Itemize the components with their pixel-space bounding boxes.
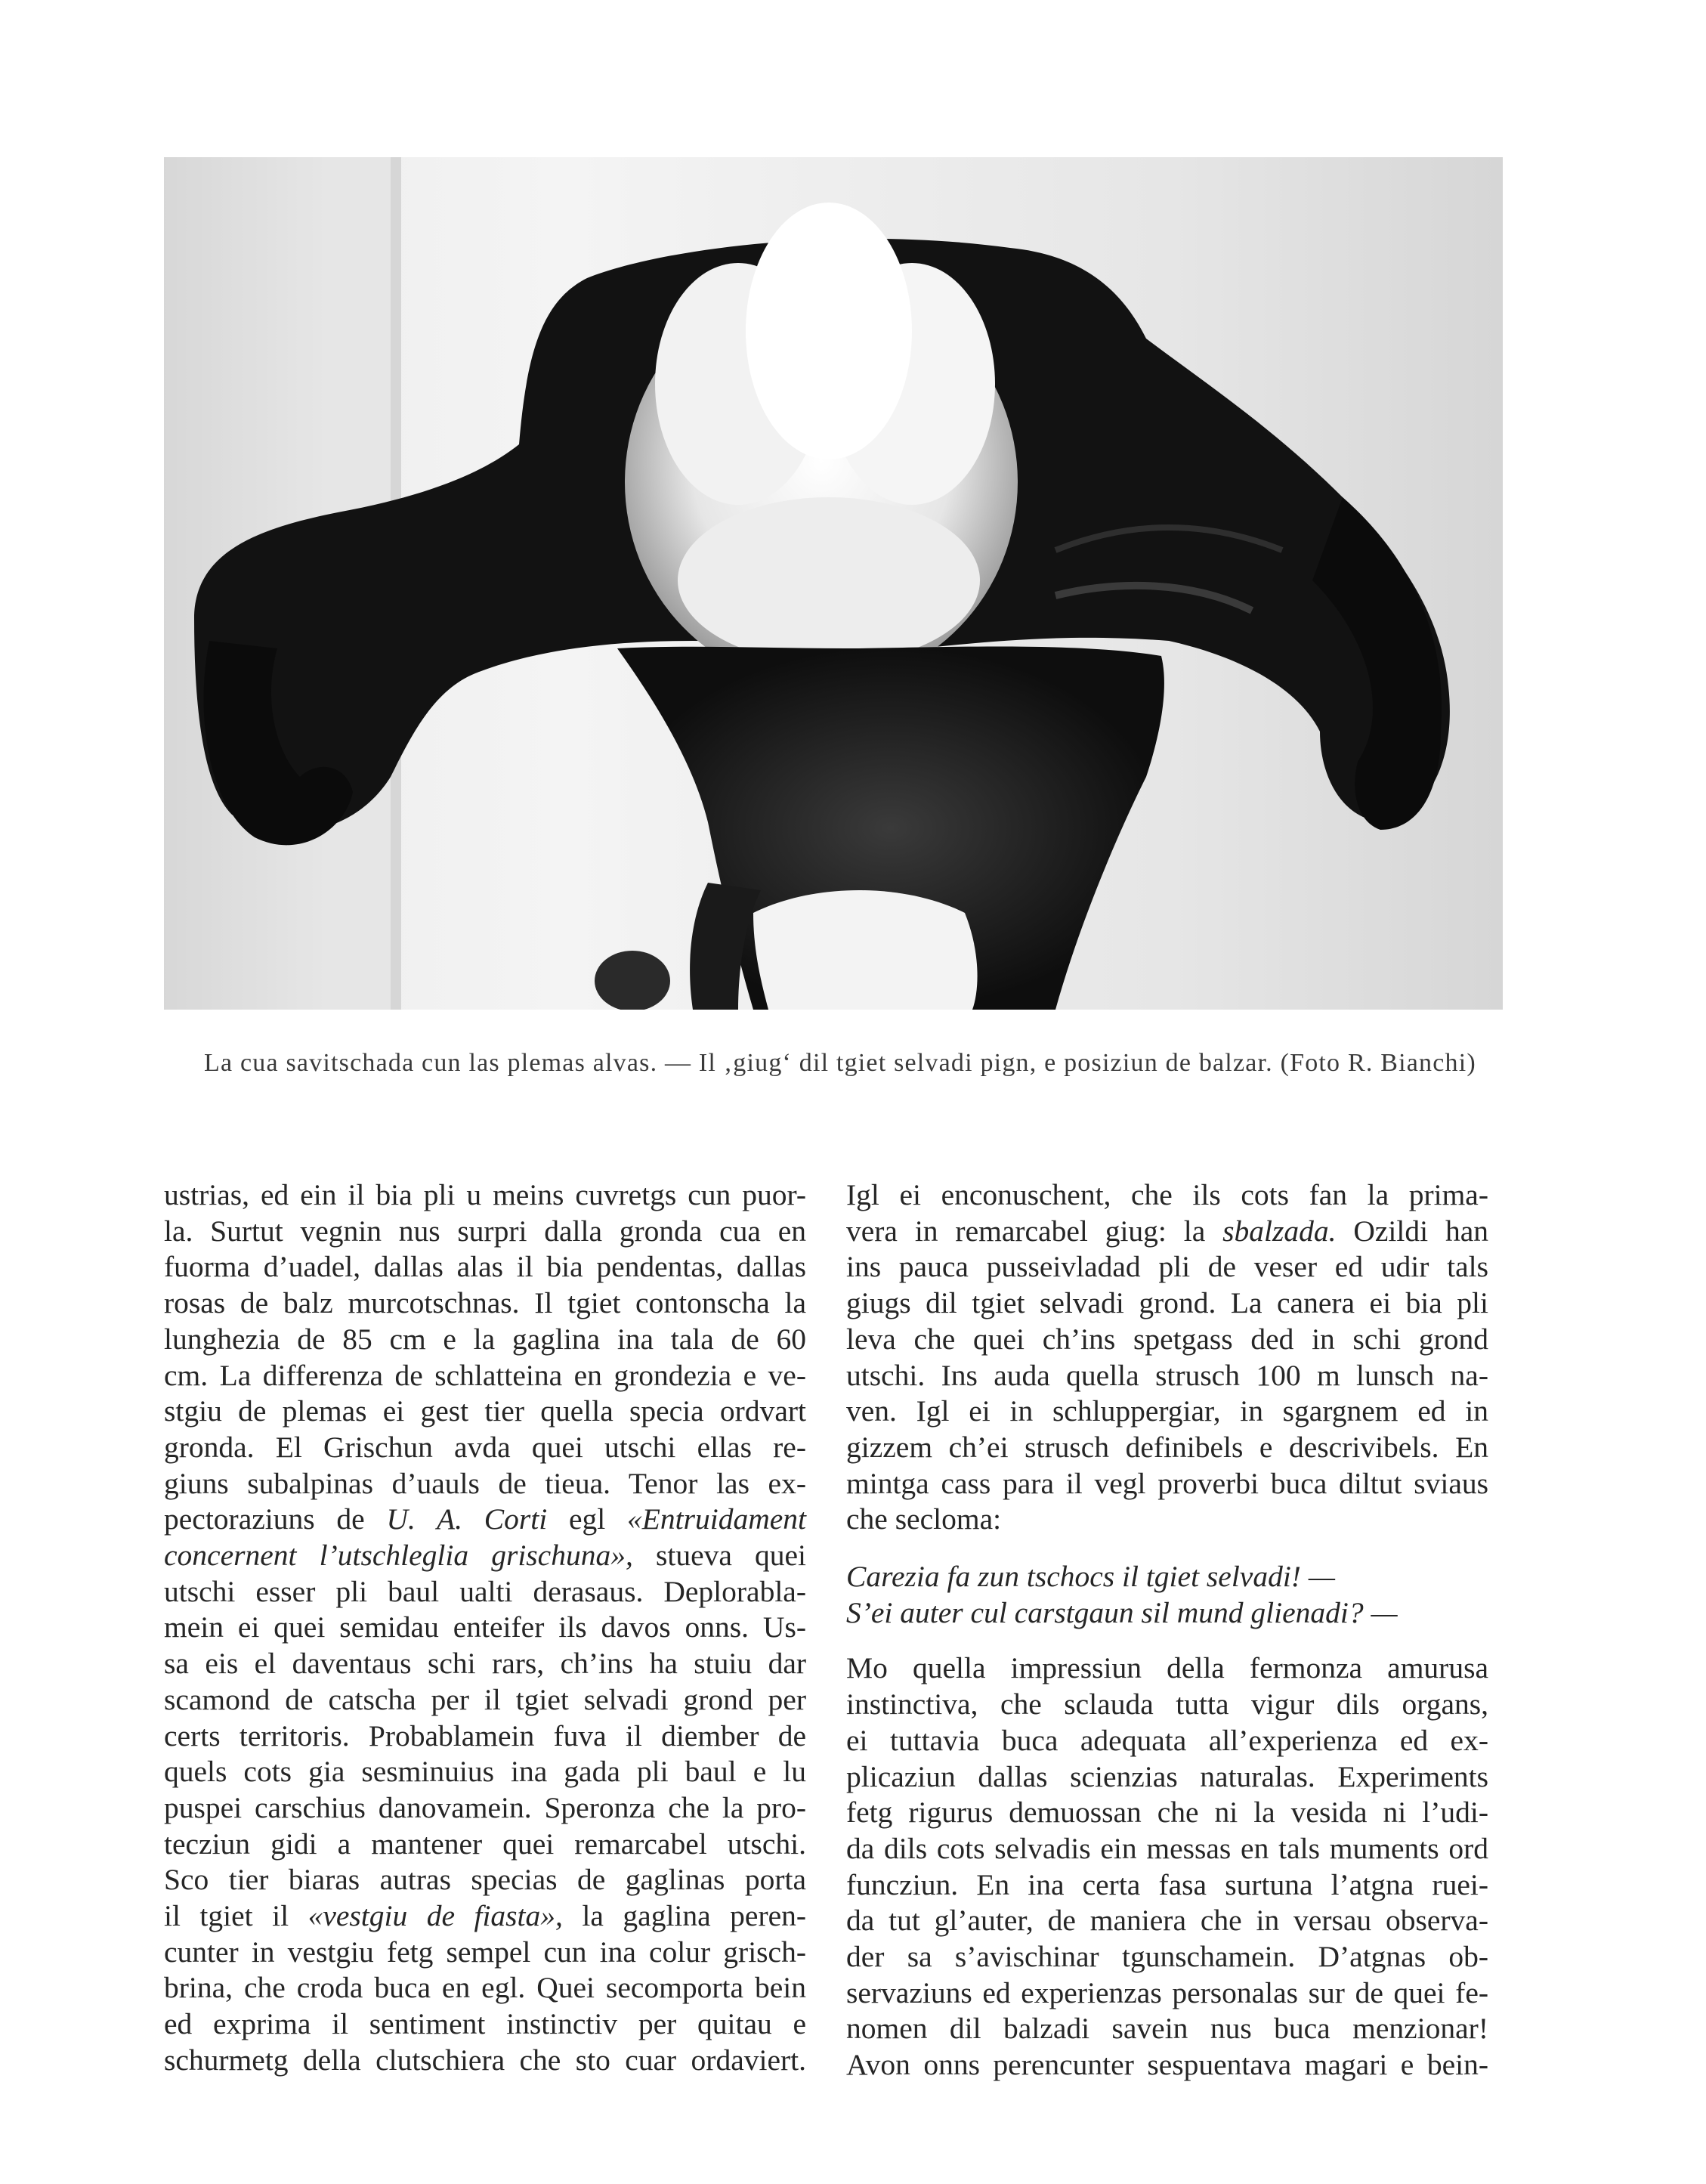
text-line: certs territoris. Probablamein fuva il diember de bbox=[164, 1718, 806, 1752]
text-line: utschi esser pli baul ualti derasaus. Deplorabla- bbox=[164, 1574, 806, 1608]
text-line: fuorma d’uadel, dallas alas il bia pendentas, dallas bbox=[164, 1250, 806, 1284]
text-line: scamond de catscha per il tgiet selvadi grond per bbox=[164, 1682, 806, 1716]
text-segment: pectoraziuns de bbox=[164, 1502, 365, 1536]
text-line: brina, che croda buca en egl. Quei secomporta bein bbox=[164, 1971, 806, 2005]
text-line: giugs dil tgiet selvadi grond. La canera ei bia pli bbox=[846, 1286, 1488, 1320]
text-line: der sa s’avischinar tgunschamein. D’atgnas ob- bbox=[846, 1940, 1488, 1974]
grouse-photo bbox=[164, 157, 1503, 1010]
text-line: servaziuns ed experienzas personalas sur de quei fe- bbox=[846, 1975, 1488, 2009]
text-line: mein ei quei semidau enteifer ils davos onns. Us- bbox=[164, 1610, 806, 1644]
text-line: quels cots gia sesminuius ina gada pli baul e lu bbox=[164, 1755, 806, 1789]
text-line: Mo quella impressiun della fermonza amurusa bbox=[846, 1651, 1488, 1685]
text-line: sa eis el daventaus schi rars, ch’ins ha stuiu dar bbox=[164, 1647, 806, 1681]
text-line: che secloma: bbox=[846, 1502, 1002, 1536]
text-line: fetg rigurus demuossan che ni la vesida ni l’udi- bbox=[846, 1796, 1488, 1830]
text-line: la. Surtut vegnin nus surpri dalla gronda cua en bbox=[164, 1214, 806, 1248]
text-segment: Ozildi han bbox=[1353, 1214, 1489, 1248]
book-title: «Entruidament bbox=[627, 1502, 807, 1536]
term-sbalzada: sbalzada. bbox=[1222, 1214, 1337, 1248]
text-line: Sco tier biaras autras specias de gaglinas porta bbox=[164, 1863, 806, 1897]
verse-line: S’ei auter cul carstgaun sil mund glienadi? — bbox=[846, 1595, 1398, 1629]
text-line: tecziun gidi a mantener quei remarcabel utschi. bbox=[164, 1827, 806, 1861]
text-line: leva che quei ch’ins spetgass ded in schi grond bbox=[846, 1322, 1488, 1356]
text-line: ei tuttavia buca adequata all’experienza ed ex- bbox=[846, 1723, 1488, 1757]
text-segment: la gaglina peren- bbox=[582, 1899, 807, 1933]
text-segment: stueva quei bbox=[655, 1539, 807, 1573]
text-line: plicaziun dallas scienzias naturalas. Experiments bbox=[846, 1759, 1488, 1793]
text-line: ven. Igl ei in schluppergiar, in sgargnem ed in bbox=[846, 1394, 1488, 1428]
proverb-verse bbox=[846, 1559, 1488, 1631]
text-line-mixed bbox=[164, 1898, 806, 1935]
text-line: ed exprima il sentiment instinctiv per quitau e bbox=[164, 2007, 806, 2041]
text-line: ins pauca pusseivladad pli de veser ed udir tals bbox=[846, 1250, 1488, 1284]
text-line: ustrias, ed ein il bia pli u meins cuvretgs cun puor- bbox=[164, 1178, 806, 1211]
text-segment: il tgiet il bbox=[164, 1899, 289, 1933]
grouse-photo-graphic bbox=[164, 157, 1503, 1010]
text-line: funcziun. En ina certa fasa surtuna l’atgna ruei- bbox=[846, 1867, 1488, 1901]
text-line: rosas de balz murcotschnas. Il tgiet contonscha la bbox=[164, 1286, 806, 1320]
text-line-mixed bbox=[164, 1502, 806, 1538]
text-segment: egl bbox=[568, 1502, 606, 1536]
verse-line: Carezia fa zun tschocs il tgiet selvadi! — bbox=[846, 1560, 1335, 1594]
book-title-cont: concernent l’utschleglia grischuna», bbox=[164, 1539, 633, 1573]
text-line: instinctiva, che sclauda tutta vigur dils organs, bbox=[846, 1687, 1488, 1722]
text-line: mintga cass para il vegl proverbi buca diltut sviaus bbox=[846, 1466, 1488, 1500]
right-column bbox=[846, 1177, 1488, 2083]
text-line: stgiu de plemas ei gest tier quella specia ordvart bbox=[164, 1394, 806, 1428]
text-line: schurmetg della clutschiera che sto cuar ordaviert. bbox=[164, 2043, 806, 2077]
text-line: nomen dil balzadi savein nus buca menzionar! bbox=[846, 2012, 1488, 2046]
text-line: cunter in vestgiu fetg sempel cun ina colur grisch- bbox=[164, 1935, 806, 1969]
figure-caption: La cua savitschada cun las plemas alvas. — Il ‚giug‘ dil tgiet selvadi pign, e posiziun de balzar. (Foto R. Bianchi) bbox=[204, 1049, 1476, 1077]
text-line: utschi. Ins auda quella strusch 100 m lunsch na- bbox=[846, 1358, 1488, 1392]
text-line-mixed bbox=[164, 1538, 806, 1574]
text-line: gizzem ch’ei strusch definibels e descrivibels. En bbox=[846, 1430, 1488, 1464]
text-line: Igl ei enconuschent, che ils cots fan la prima- bbox=[846, 1178, 1488, 1211]
author-name: U. A. Corti bbox=[386, 1502, 548, 1536]
text-line: Avon onns perencunter sespuentava magari e bein- bbox=[846, 2048, 1488, 2082]
quoted-phrase: «vestgiu de fiasta», bbox=[308, 1899, 563, 1933]
text-line: lunghezia de 85 cm e la gaglina ina tala de 60 bbox=[164, 1322, 806, 1356]
text-line: giuns subalpinas d’uauls de tieua. Tenor las ex- bbox=[164, 1466, 806, 1500]
text-line: da tut gl’auter, de maniera che in versau observa- bbox=[846, 1904, 1488, 1938]
text-segment: vera in remarcabel giug: la bbox=[846, 1214, 1206, 1248]
text-line: cm. La differenza de schlatteina en grondezia e ve- bbox=[164, 1358, 806, 1392]
text-line: gronda. El Grischun avda quei utschi ellas re- bbox=[164, 1430, 806, 1464]
text-line: da dils cots selvadis ein messas en tals muments ord bbox=[846, 1831, 1488, 1865]
text-line: puspei carschius danovamein. Speronza che la pro- bbox=[164, 1790, 806, 1824]
left-column bbox=[164, 1177, 806, 2079]
text-line-mixed bbox=[846, 1214, 1488, 1250]
